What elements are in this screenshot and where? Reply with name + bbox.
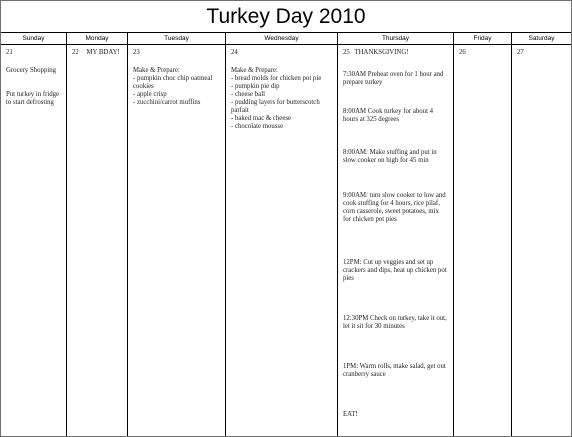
day-number: 21 — [6, 49, 13, 56]
prep-item: - zucchini/carrot muffins — [133, 99, 201, 106]
schedule-item: 8:00AM: Make stuffing and put in slow cooker on high for 45 min — [343, 149, 437, 164]
day-number: 26 — [459, 49, 466, 56]
day-number: 24 — [231, 49, 238, 56]
prep-item: - pumpkin choc chip oatmeal cookies — [133, 75, 213, 90]
prep-heading: Make & Prepare: — [133, 67, 180, 74]
prep-item: - bread molds for chicken pot pie — [231, 75, 322, 82]
prep-item: - cheese ball — [231, 91, 265, 98]
weekday-saturday: Saturday — [528, 35, 555, 42]
schedule-item: 1PM: Warm rolls, make salad, get out cranberry sauce — [343, 363, 446, 378]
calendar-grid — [1, 32, 571, 436]
prep-item: - apple crisp — [133, 91, 167, 98]
schedule-item: EAT! — [343, 411, 358, 418]
day-number: 27 — [517, 49, 524, 56]
day-cell-wednesday — [226, 45, 337, 436]
schedule-item: 12PM: Cut up veggies and set up crackers and dips, heat up chicken pot pies — [343, 259, 447, 282]
schedule-item: 7:30AM Preheat oven for 1 hour and prepare turkey — [343, 71, 444, 86]
day-cell-sunday — [1, 45, 66, 436]
prep-item: - baked mac & cheese — [231, 115, 292, 122]
prep-item: - pudding layers for butterscotch parfait — [231, 99, 320, 114]
schedule-item: 8:00AM Cook turkey for about 4 hours at 325 degrees — [343, 108, 434, 123]
prep-item: - pumpkin pie dip — [231, 83, 280, 90]
weekday-monday: Monday — [85, 35, 109, 42]
day-number: 22 — [72, 49, 79, 56]
day-cell-saturday — [512, 45, 571, 436]
day-cell-tuesday — [128, 45, 225, 436]
page-title: Turkey Day 2010 — [206, 5, 366, 28]
day-number: 25 — [343, 49, 350, 56]
event-grocery-shopping: Grocery Shopping — [6, 67, 57, 74]
prep-item: - chocolate mousse — [231, 123, 284, 130]
schedule-item: 9:00AM: turn slow cooker to low and cook stuffing for 4 hours, rice pilaf, corn casserole, sweet potatoes, mix for chicken pot pies — [343, 192, 446, 223]
event-thanksgiving: THANKSGIVING! — [354, 49, 409, 56]
day-cell-monday — [67, 45, 127, 436]
schedule-item: 12:30PM Check on turkey, take it out, let it sit for 30 minutes — [343, 315, 447, 330]
day-cell-friday — [454, 45, 511, 436]
event-defrost-turkey: Put turkey in fridge to start defrosting — [6, 91, 60, 106]
prep-heading: Make & Prepare: — [231, 67, 278, 74]
weekday-tuesday: Tuesday — [164, 35, 189, 42]
day-cell-thursday — [338, 45, 453, 436]
weekday-thursday: Thursday — [381, 35, 410, 42]
weekday-wednesday: Wednesday — [264, 35, 299, 42]
event-birthday: MY BDAY! — [86, 49, 120, 56]
day-number: 23 — [133, 49, 140, 56]
weekday-friday: Friday — [473, 35, 492, 42]
weekday-header-row — [1, 33, 571, 45]
weekday-sunday: Sunday — [22, 35, 45, 42]
